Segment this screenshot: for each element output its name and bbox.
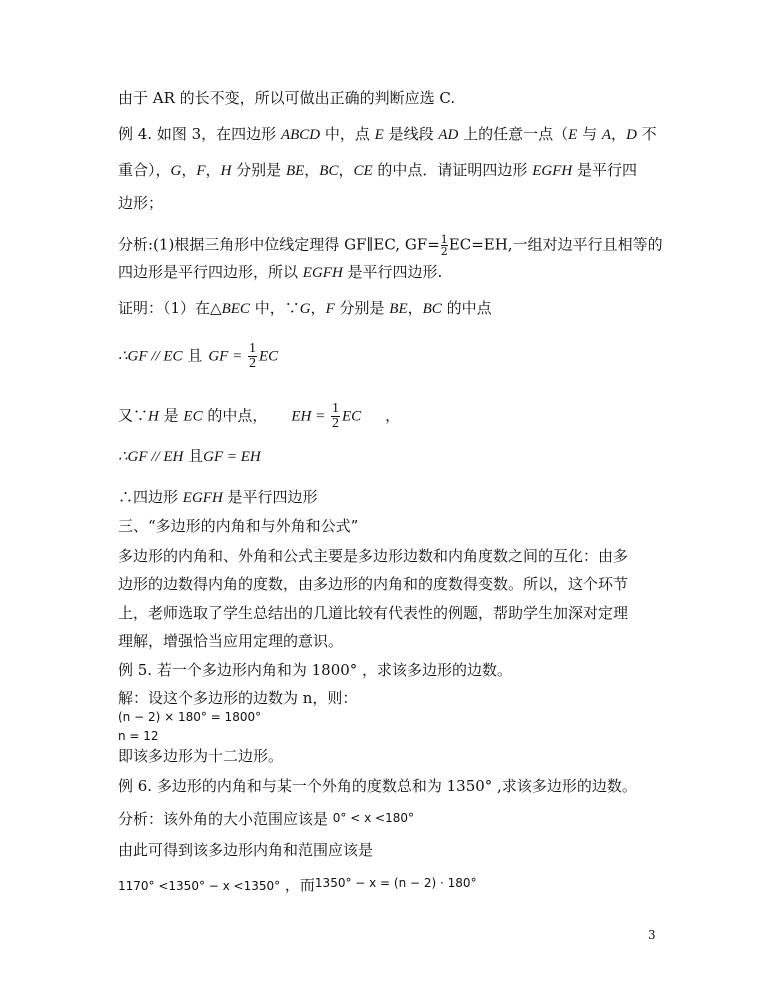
fraction: $\frac{1}{2}$ xyxy=(248,341,256,371)
analysis-line-3: 分析：该外角的大小范围应该是 0° < x <180° xyxy=(118,810,414,828)
solution-line: 即该多边形为十二边形。 xyxy=(118,747,284,765)
example-4-line-2: 重合），G，F，H 分别是 BE，BC，CE 的中点．请证明四边形 EGFH 是平行四 xyxy=(118,161,637,179)
page-number: 3 xyxy=(648,928,656,942)
fraction: $\frac{1}{2}$ xyxy=(440,233,448,258)
proof-line-3: 又∵H 是 EC 的中点， EH = $\frac{1}{2}$ EC ， xyxy=(118,401,401,431)
analysis-line-4: 由此可得到该多边形内角和范围应该是 xyxy=(118,841,374,859)
proof-line-5: ∴四边形 EGFH 是平行四边形 xyxy=(118,488,318,506)
paragraph-line: 理解，增强恰当应用定理的意识。 xyxy=(118,632,344,650)
example-6-line: 例 6. 多边形的内角和与某一个外角的度数总和为 1350° ,求该多边形的边数。 xyxy=(118,777,637,795)
proof-line-1: 证明：（1）在△BEC 中，∵G，F 分别是 BE，BC 的中点 xyxy=(118,299,492,317)
fraction: $\frac{1}{2}$ xyxy=(331,401,339,431)
solution-line: 解：设这个多边形的边数为 n，则： xyxy=(118,689,358,707)
text-line: 由于 AR 的长不变，所以可做出正确的判断应选 C. xyxy=(118,89,456,107)
proof-line-4: ∴GF // EH 且GF = EH xyxy=(118,447,261,465)
example-4-line-3: 边形； xyxy=(118,194,164,212)
paragraph-line: 边形的边数得内角的度数，由多边形的内角和的度数得变数。所以，这个环节 xyxy=(118,575,629,593)
section-heading: 三、“多边形的内角和与外角和公式” xyxy=(118,517,359,535)
proof-line-2: ∴GF // EC 且 GF = $\frac{1}{2}$ EC xyxy=(118,341,279,371)
equation-line: n = 12 xyxy=(118,729,159,743)
example-4-line-1: 例 4. 如图 3，在四边形 ABCD 中，点 E 是线段 AD 上的任意一点（E 与 A，D 不 xyxy=(118,125,657,143)
example-5-line: 例 5. 若一个多边形内角和为 1800° ，求该多边形的边数。 xyxy=(118,661,513,679)
paragraph-line: 上，老师选取了学生总结出的几道比较有代表性的例题，帮助学生加深对定理 xyxy=(118,604,629,622)
analysis-line-5: 1170° <1350° − x <1350° ，而$^{1350^\circ - x = (n - 2) \cdot 180^\circ}$ xyxy=(118,876,477,894)
equation-line: (n − 2) × 180° = 1800° xyxy=(118,710,262,724)
analysis-line-2: 四边形是平行四边形，所以 EGFH 是平行四边形. xyxy=(118,263,443,281)
paragraph-line: 多边形的内角和、外角和公式主要是多边形边数和内角度数之间的互化：由多 xyxy=(118,547,629,565)
analysis-line-1: 分析:(1)根据三角形中位线定理得 GF∥EC, GF= $\frac{1}{2}$ EC=EH,一组对边平行且相等的 xyxy=(118,233,663,258)
